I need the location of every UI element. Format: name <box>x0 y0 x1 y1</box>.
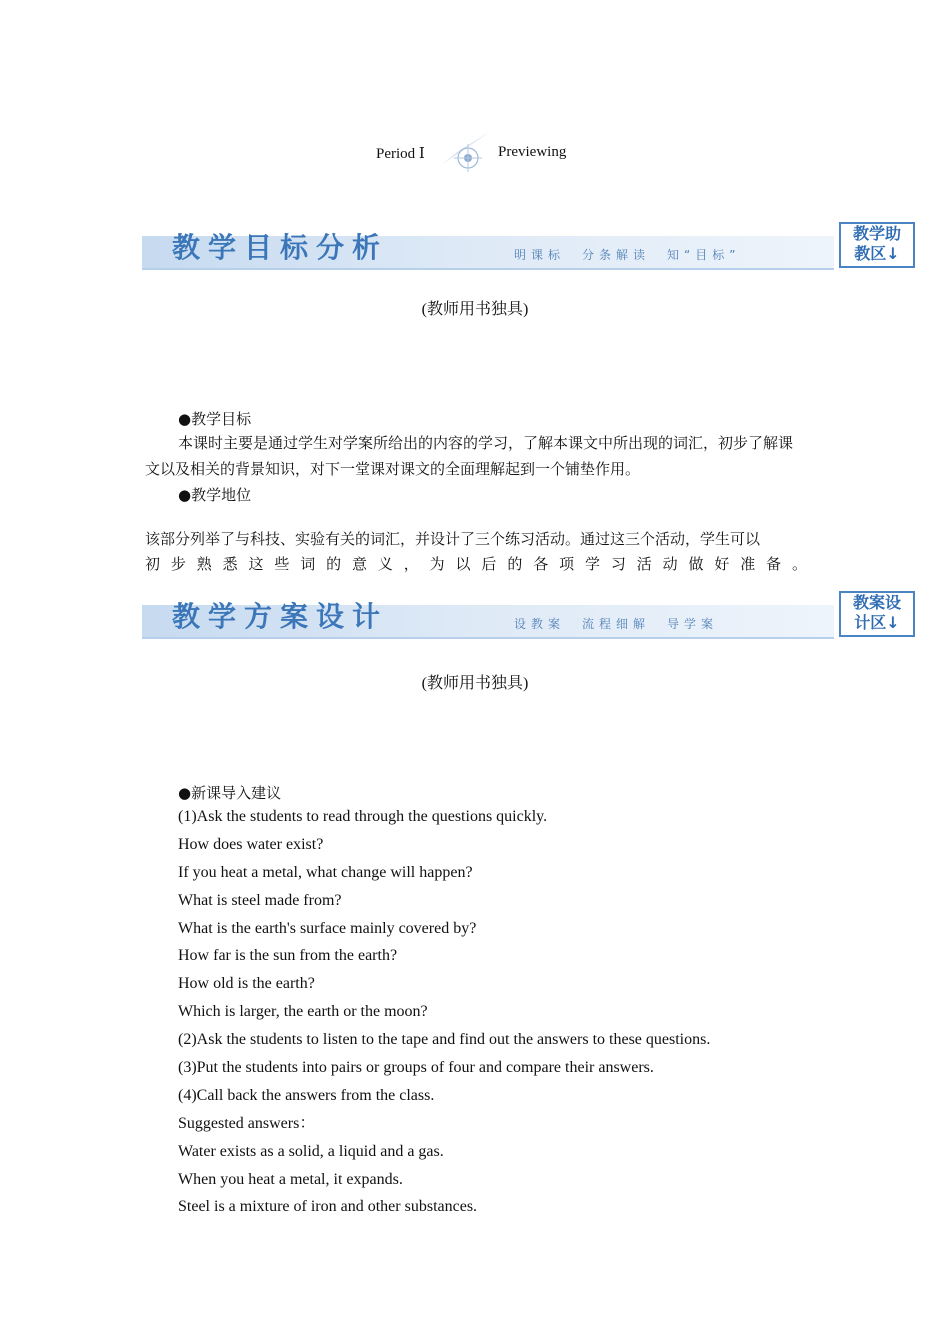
list-item: (3)Put the students into pairs or groups of four and compare their answers. <box>178 1059 654 1077</box>
banner-title: 教学方案设计 <box>172 600 389 633</box>
list-item: Which is larger, the earth or the moon? <box>178 1003 428 1021</box>
heading-intro-suggestion: ●新课导入建议 <box>178 784 282 802</box>
banner-badge <box>839 591 915 637</box>
banner-badge <box>839 222 915 268</box>
list-item: (4)Call back the answers from the class. <box>178 1086 435 1104</box>
list-item: Steel is a mixture of iron and other substances. <box>178 1198 478 1216</box>
badge-line: 教学助 <box>852 224 901 243</box>
list-item: Water exists as a solid, a liquid and a gas. <box>178 1142 444 1160</box>
list-item: When you heat a metal, it expands. <box>178 1170 403 1188</box>
teacher-note: (教师用书独具) <box>421 675 529 692</box>
period-topic: Previewing <box>498 144 567 160</box>
paragraph-teaching-goal: 本课时主要是通过学生对学案所给出的内容的学习，了解本课文中所出现的词汇，初步了解课文以及相关的背景知识，对下一堂课对课文的全面理解起到一个铺垫作用。 <box>145 434 794 478</box>
period-label: Period Ⅰ <box>376 146 425 162</box>
banner-subtitle: 明课标 分条解读 知“目标” <box>514 248 741 262</box>
list-item: How far is the sun from the earth? <box>178 947 398 965</box>
banner-subtitle: 设教案 流程细解 导学案 <box>514 617 719 631</box>
list-item: (2)Ask the students to listen to the tape and find out the answers to these questions. <box>178 1031 711 1049</box>
list-item: What is the earth's surface mainly covered by? <box>178 919 477 937</box>
section-banner-plan <box>142 591 914 643</box>
banner-title: 教学目标分析 <box>172 231 389 264</box>
list-item: Suggested answers： <box>178 1114 316 1132</box>
list-item: How does water exist? <box>178 835 324 853</box>
paragraph-position-line: 初步熟悉这些词的意义，为以后的各项学习活动做好准备。 <box>145 555 807 573</box>
section-banner-goals <box>142 222 914 274</box>
badge-line: 教案设 <box>852 593 901 612</box>
teacher-note: (教师用书独具) <box>421 301 529 318</box>
compass-logo-icon <box>432 124 498 176</box>
badge-line: 教区↓ <box>854 244 900 263</box>
paragraph-position-line: 该部分列举了与科技、实验有关的词汇，并设计了三个练习活动。通过这三个活动，学生可以 <box>145 530 761 548</box>
list-item: How old is the earth? <box>178 975 315 993</box>
heading-teaching-position: ●教学地位 <box>178 486 252 504</box>
heading-teaching-goal: ●教学目标 <box>178 410 252 428</box>
intro-steps-list <box>178 806 710 1224</box>
period-header <box>0 140 950 176</box>
badge-line: 计区↓ <box>854 613 900 632</box>
list-item: (1)Ask the students to read through the questions quickly. <box>178 808 548 825</box>
list-item: If you heat a metal, what change will happen? <box>178 863 473 881</box>
list-item: What is steel made from? <box>178 891 342 909</box>
